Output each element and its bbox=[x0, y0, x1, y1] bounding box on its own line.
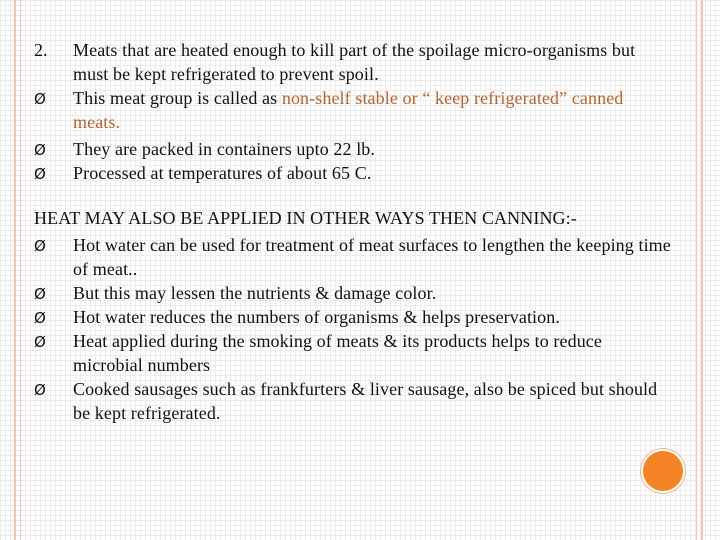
list-item-text: Hot water can be used for treatment of meat surfaces to lengthen the keeping time of meat.. bbox=[73, 235, 671, 279]
arrow-bullet-icon: Ø bbox=[34, 90, 46, 108]
arrow-bullet-icon: Ø bbox=[34, 309, 46, 327]
arrow-bullet-icon: Ø bbox=[34, 165, 46, 183]
arrow-bullet-icon: Ø bbox=[34, 333, 46, 351]
list-item-text: Cooked sausages such as frankfurters & liver sausage, also be spiced but should be kept refrigerated. bbox=[73, 379, 658, 423]
list-item-text: Heat applied during the smoking of meats & its products helps to reduce microbial numbers bbox=[73, 331, 602, 375]
section-heading: HEAT MAY ALSO BE APPLIED IN OTHER WAYS THEN CANNING:- bbox=[34, 208, 577, 228]
list-item-text: But this may lessen the nutrients & damage color. bbox=[73, 283, 437, 303]
list-item-text: Processed at temperatures of about 65 C. bbox=[73, 163, 372, 183]
list-item-text bbox=[73, 86, 673, 134]
arrow-bullet-icon: Ø bbox=[34, 237, 46, 255]
list-item-text-plain: This meat group is called as bbox=[73, 88, 282, 108]
orange-circle-decoration bbox=[641, 449, 685, 493]
list-item-text: They are packed in containers upto 22 lb. bbox=[73, 139, 375, 159]
highlighted-term: non-shelf stable or “ keep refrigerated” canned meats. bbox=[73, 88, 624, 132]
arrow-bullet-icon: Ø bbox=[34, 381, 46, 399]
arrow-bullet-icon: Ø bbox=[34, 285, 46, 303]
list-item-text: Meats that are heated enough to kill part of the spoilage micro-organisms but must be kept refrigerated to prevent spoil. bbox=[73, 40, 636, 84]
arrow-bullet-icon: Ø bbox=[34, 141, 46, 159]
list-item-text: Hot water reduces the numbers of organisms & helps preservation. bbox=[73, 307, 560, 327]
list-number: 2. bbox=[34, 40, 48, 60]
